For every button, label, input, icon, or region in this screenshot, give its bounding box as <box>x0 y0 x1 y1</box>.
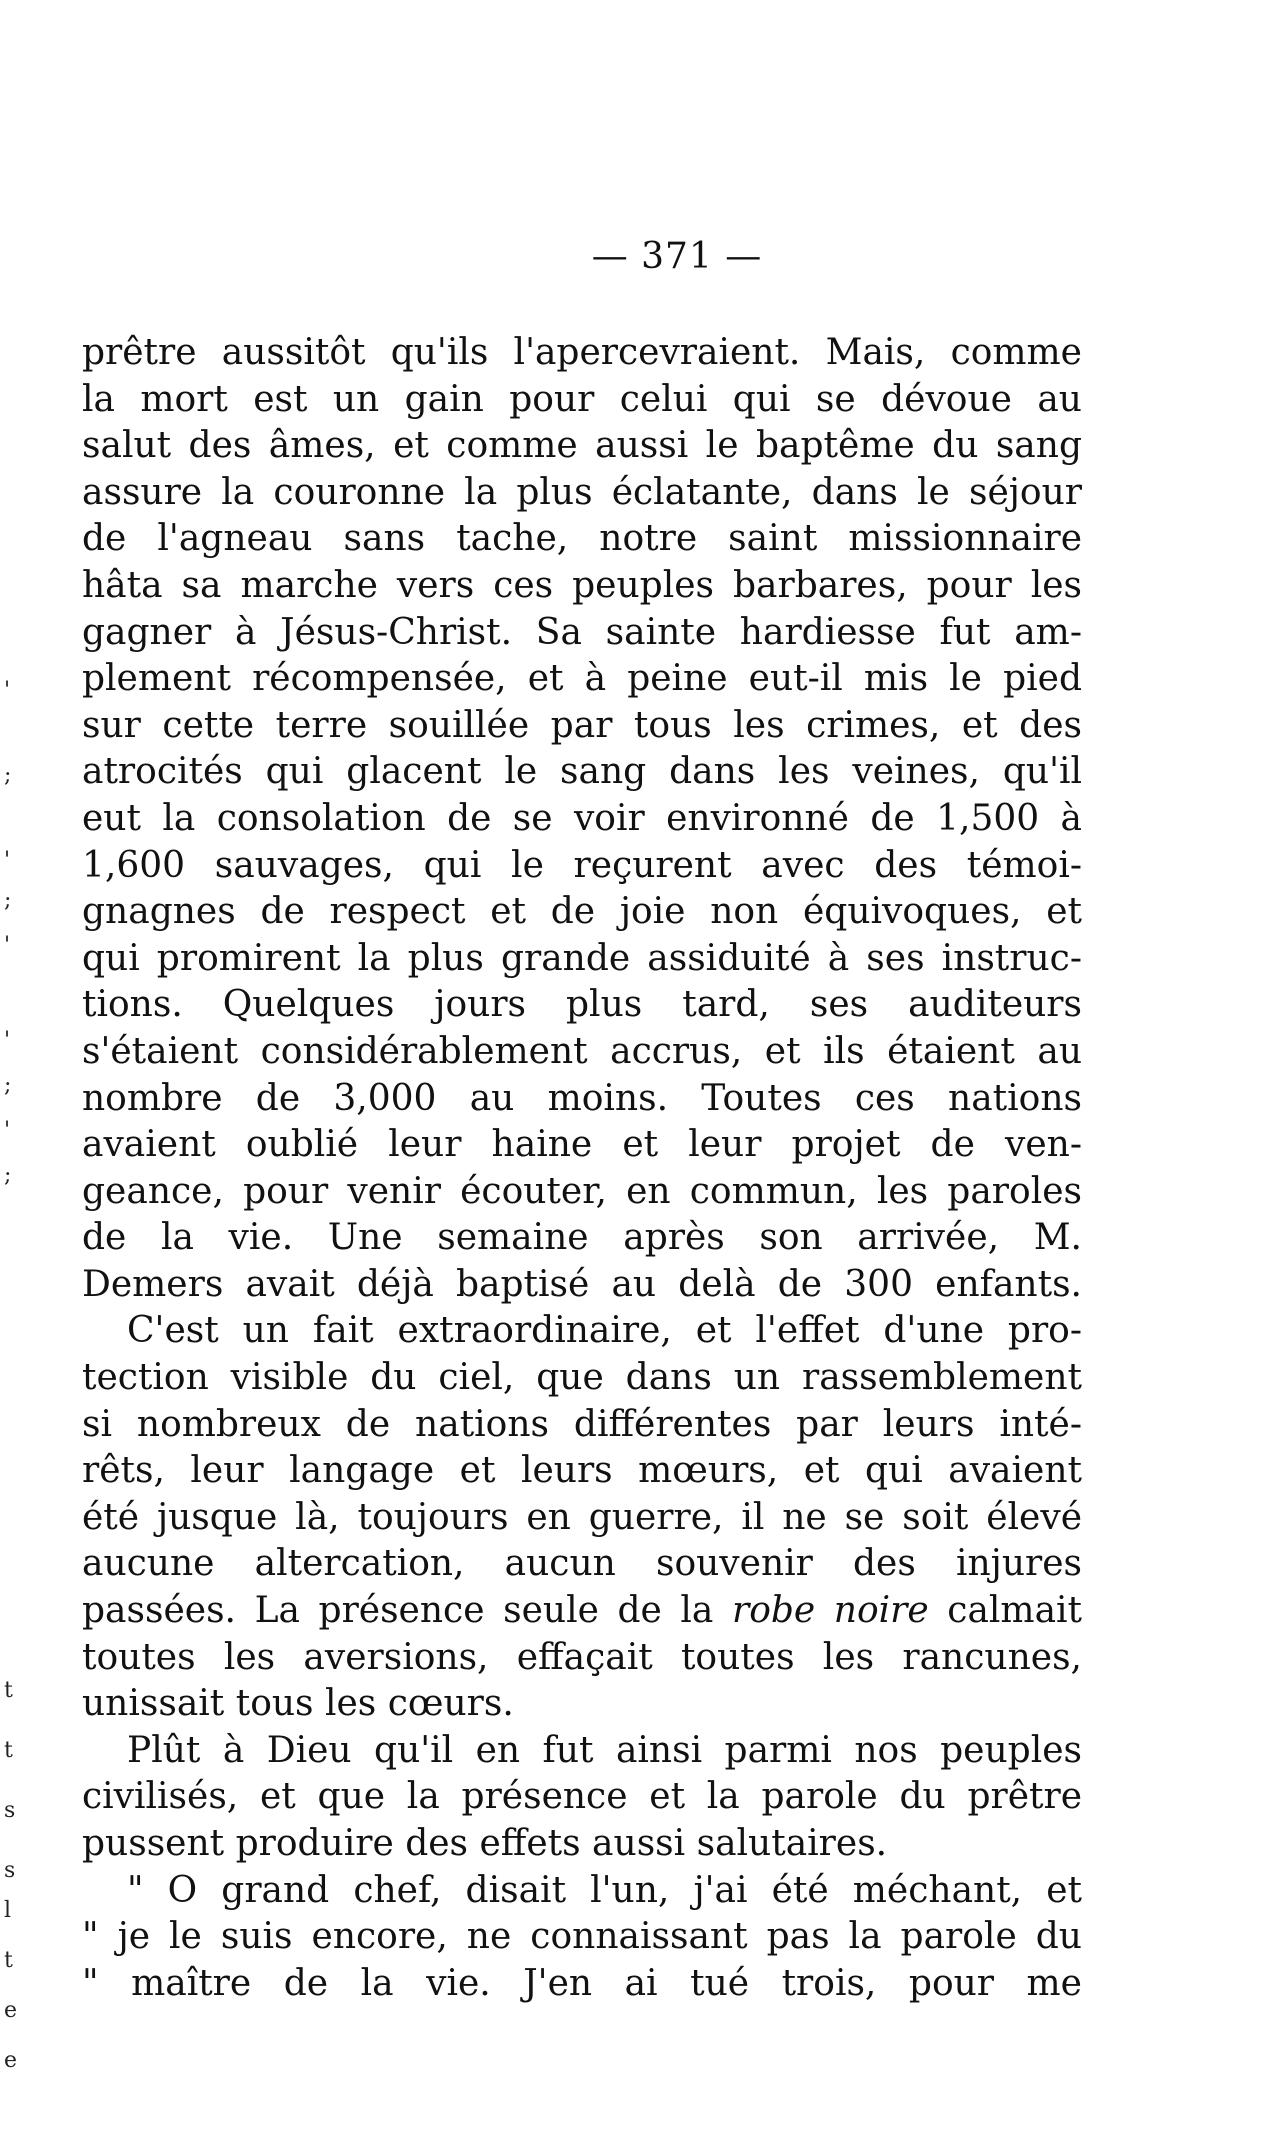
margin-mark: ' <box>4 1028 11 1053</box>
text-line: gagner à Jésus-Christ. Sa sainte hardiesse fut am- <box>82 611 1082 653</box>
text-line: prêtre aussitôt qu'ils l'apercevraient. Mais, comme <box>82 332 1082 373</box>
text-line: salut des âmes, et comme aussi le baptême du sang <box>82 425 1082 467</box>
margin-mark: s <box>4 1858 16 1883</box>
text-line: si nombreux de nations différentes par leurs inté- <box>82 1403 1082 1445</box>
text-line: s'étaient considérablement accrus, et ils étaient au <box>82 1030 1082 1072</box>
text-line: assure la couronne la plus éclatante, dans le séjour <box>82 471 1082 513</box>
text-line: gnagnes de respect et de joie non équivoques, et <box>82 891 1082 933</box>
quote-line: " maître de la vie. J'en ai tué trois, pour me <box>82 1962 1082 2004</box>
page-number: — 371 — <box>591 236 763 277</box>
text-line-end: calmait <box>947 1590 1083 1632</box>
text-line-with-italic <box>82 1588 1082 1635</box>
text-line: sur cette terre souillée par tous les crimes, et des <box>82 704 1082 746</box>
margin-mark: ' <box>4 933 11 958</box>
margin-mark: t <box>4 1738 13 1763</box>
text-line: été jusque là, toujours en guerre, il ne se soit élevé <box>82 1496 1082 1538</box>
margin-mark: ' <box>4 848 11 873</box>
text-line: avaient oublié leur haine et leur projet de ven- <box>82 1124 1082 1166</box>
text-line: tection visible du ciel, que dans un rassemblement <box>82 1357 1082 1399</box>
text-line: eut la consolation de se voir environné de 1,500 à <box>82 797 1082 839</box>
italic-phrase: robe noire <box>731 1590 929 1632</box>
paragraph-end-line: pussent produire des effets aussi salutaires. <box>82 1823 888 1864</box>
margin-mark: s <box>4 1798 16 1823</box>
text-line: de l'agneau sans tache, notre saint missionnaire <box>82 518 1082 560</box>
text-line: hâta sa marche vers ces peuples barbares, pour les <box>82 564 1082 606</box>
margin-mark: l <box>4 1898 12 1923</box>
text-line: geance, pour venir écouter, en commun, les paroles <box>82 1170 1082 1212</box>
text-line: qui promirent la plus grande assiduité à ses instruc- <box>82 937 1082 979</box>
text-line: 1,600 sauvages, qui le reçurent avec des témoi- <box>82 844 1082 886</box>
margin-mark: ; <box>4 1163 12 1188</box>
text-line: aucune altercation, aucun souvenir des injures <box>82 1543 1082 1585</box>
margin-mark: t <box>4 1678 13 1703</box>
text-line-start: passées. La présence seule de la <box>82 1590 714 1632</box>
margin-mark: t <box>4 1948 13 1973</box>
text-line: tions. Quelques jours plus tard, ses auditeurs <box>82 984 1082 1026</box>
paragraph-start-line: Plût à Dieu qu'il en fut ainsi parmi nos peuples <box>127 1729 1082 1771</box>
quote-line: " je le suis encore, ne connaissant pas la parole du <box>82 1916 1082 1958</box>
text-line: de la vie. Une semaine après son arrivée, M. <box>82 1217 1082 1259</box>
bleed-through-margin <box>4 0 24 2144</box>
quote-line: " O grand chef, disait l'un, j'ai été méchant, et <box>127 1869 1082 1911</box>
text-line: la mort est un gain pour celui qui se dévoue au <box>82 378 1082 420</box>
margin-mark: ; <box>4 888 12 913</box>
body-text <box>82 330 1082 2007</box>
text-line: toutes les aversions, effaçait toutes les rancunes, <box>82 1636 1082 1678</box>
text-line: rêts, leur langage et leurs mœurs, et qui avaient <box>82 1450 1082 1492</box>
margin-mark: e <box>4 1998 18 2023</box>
text-line: Demers avait déjà baptisé au delà de 300 enfants. <box>82 1263 1082 1305</box>
text-line: atrocités qui glacent le sang dans les veines, qu'il <box>82 751 1082 793</box>
margin-mark: ; <box>4 1073 12 1098</box>
paragraph-start-line: C'est un fait extraordinaire, et l'effet d'une pro- <box>127 1310 1082 1352</box>
text-line: plement récompensée, et à peine eut-il mis le pied <box>82 658 1082 700</box>
paragraph-end-line: unissait tous les cœurs. <box>82 1683 514 1725</box>
margin-mark: ' <box>4 678 11 703</box>
margin-mark: ' <box>4 1118 11 1143</box>
text-line: civilisés, et que la présence et la parole du prêtre <box>82 1776 1082 1818</box>
text-line: nombre de 3,000 au moins. Toutes ces nations <box>82 1077 1082 1119</box>
margin-mark: e <box>4 2048 18 2073</box>
margin-mark: ; <box>4 763 12 788</box>
